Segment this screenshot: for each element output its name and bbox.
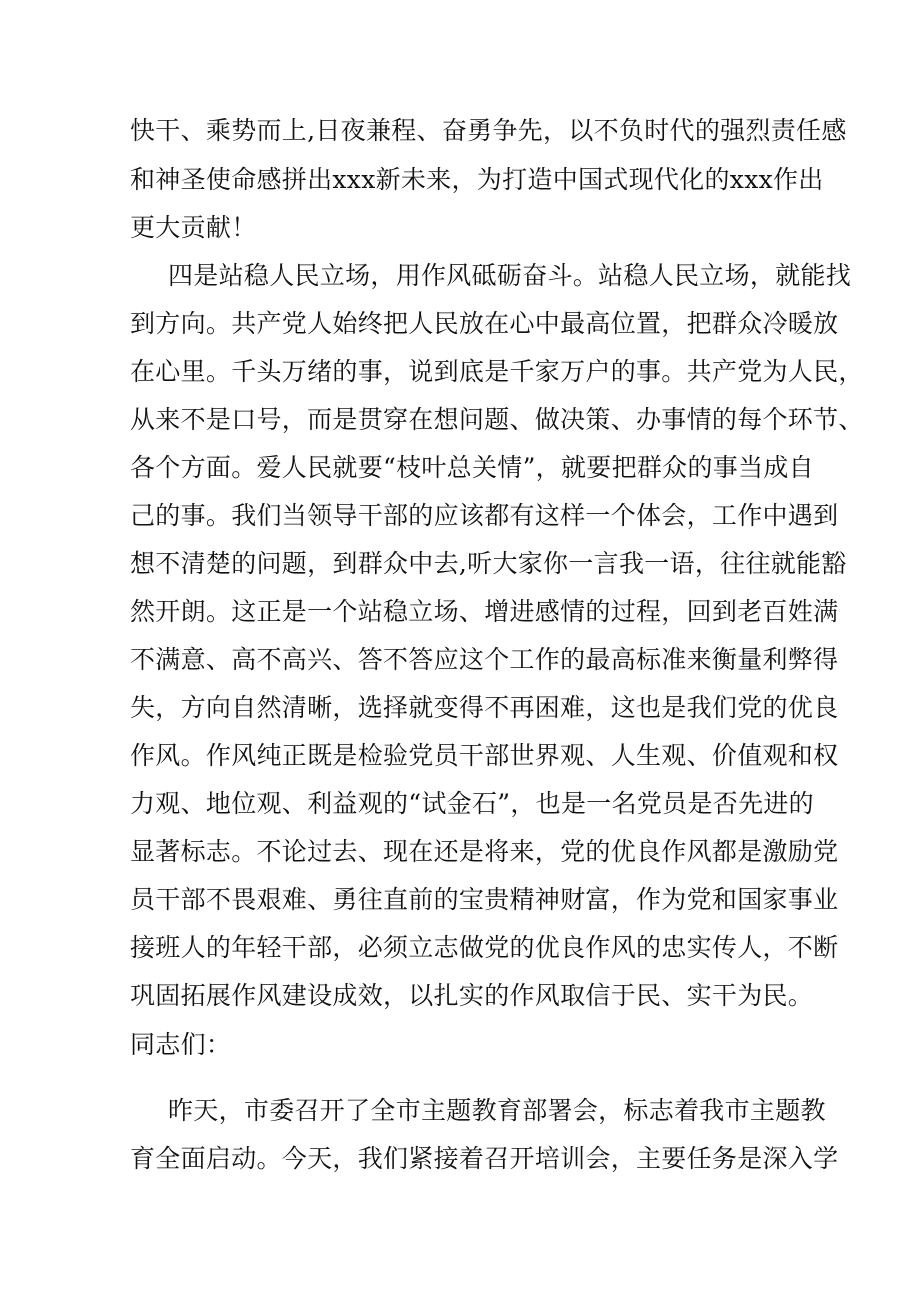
text-line: 快干、乘势而上,日夜兼程、奋勇争先，以不负时代的强烈责任感 <box>130 116 847 145</box>
text-line: 失，方向自然清晰，选择就变得不再困难，这也是我们党的优良 <box>130 693 839 722</box>
text-line: 和神圣使命感拼出xxx新未来，为打造中国式现代化的xxx作出 <box>130 165 824 194</box>
text-line: 己的事。我们当领导干部的应该都有这样一个体会，工作中遇到 <box>130 501 839 530</box>
text-line: 更大贡献！ <box>130 213 257 242</box>
text-line: 接班人的年轻干部，必须立志做党的优良作风的忠实传人，不断 <box>130 933 839 962</box>
paragraph-start-line: 昨天，市委召开了全市主题教育部署会，标志着我市主题教 <box>168 1096 826 1125</box>
text-line: 不满意、高不高兴、答不答应这个工作的最高标准来衡量利弊得 <box>130 645 839 674</box>
text-line: 然开朗。这正是一个站稳立场、增进感情的过程，回到老百姓满 <box>130 597 839 626</box>
text-line: 员干部不畏艰难、勇往直前的宝贵精神财富，作为党和国家事业 <box>130 885 839 914</box>
text-line: 显著标志。不论过去、现在还是将来，党的优良作风都是激励党 <box>130 837 839 866</box>
text-line: 力观、地位观、利益观的“试金石”，也是一名党员是否先进的 <box>130 789 814 818</box>
text-line: 到方向。共产党人始终把人民放在心中最高位置，把群众冷暖放 <box>130 309 839 338</box>
text-line: 想不清楚的问题，到群众中去,听大家你一言我一语，往往就能豁 <box>130 549 847 578</box>
text-line: 作风。作风纯正既是检验党员干部世界观、人生观、价值观和权 <box>130 741 839 770</box>
salutation: 同志们： <box>130 1030 232 1059</box>
text-line: 育全面启动。今天，我们紧接着召开培训会，主要任务是深入学 <box>130 1144 839 1173</box>
text-line: 在心里。千头万绪的事，说到底是千家万户的事。共产党为人民， <box>130 357 864 386</box>
text-line: 巩固拓展作风建设成效，以扎实的作风取信于民、实干为民。 <box>130 981 814 1010</box>
text-line: 各个方面。爱人民就要“枝叶总关情”，就要把群众的事当成自 <box>130 453 814 482</box>
paragraph-start-line: 四是站稳人民立场，用作风砥砺奋斗。站稳人民立场，就能找 <box>168 261 852 290</box>
text-line: 从来不是口号，而是贯穿在想问题、做决策、办事情的每个环节、 <box>130 405 864 434</box>
